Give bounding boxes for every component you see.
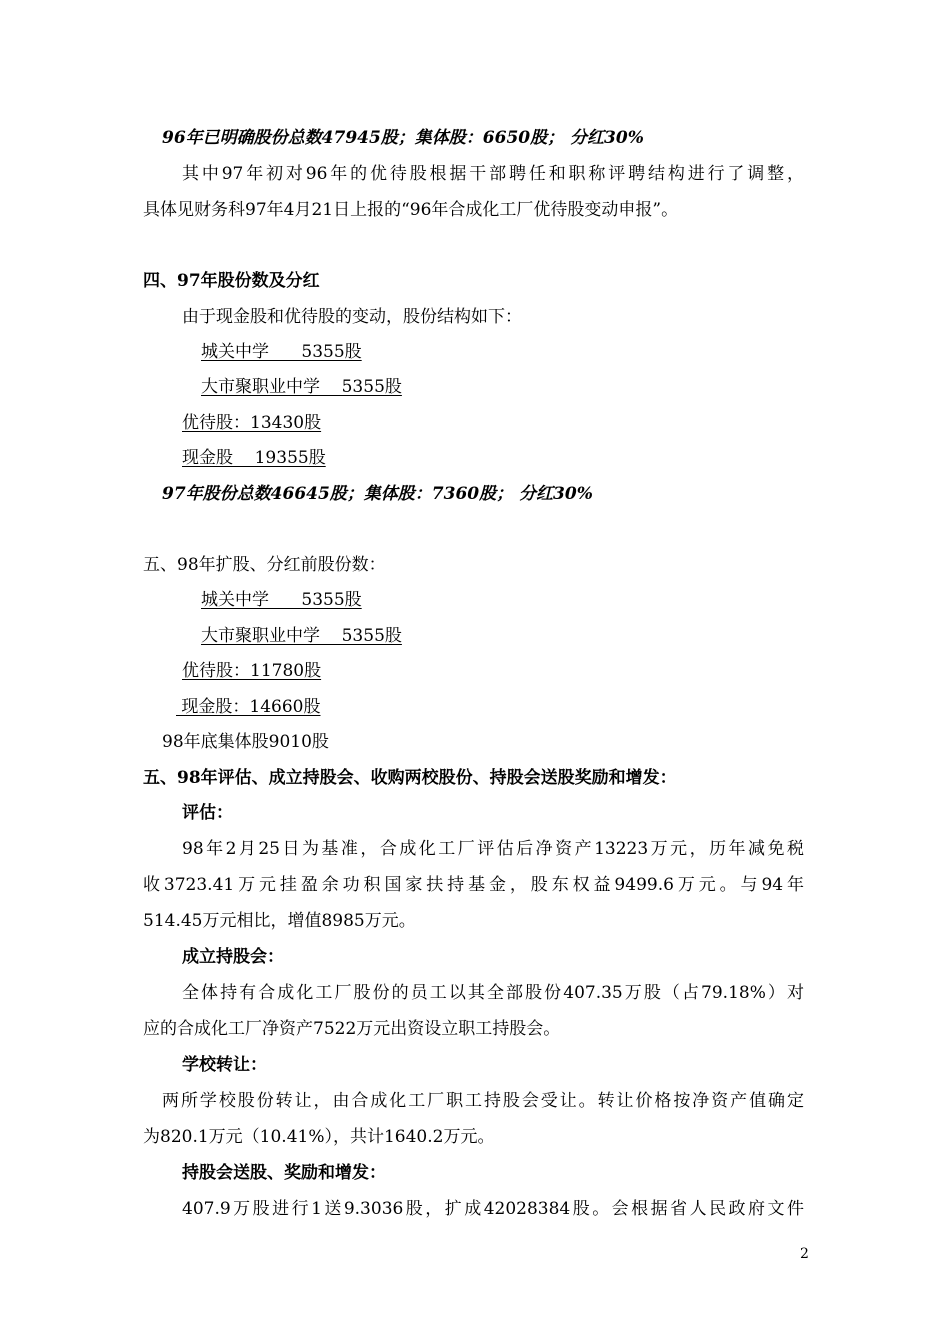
- page-number: 2: [800, 1246, 809, 1262]
- share-item: 优待股：11780股: [182, 661, 322, 681]
- paragraph-line: 为820.1万元（10.41%），共计1640.2万元。: [143, 1127, 495, 1147]
- paragraph-line: 全体持有合成化工厂股份的员工以其全部股份407.35万股（占79.18%）对: [182, 983, 804, 1003]
- share-item: 大市聚职业中学 5355股: [201, 377, 402, 397]
- share-item: 优待股：13430股: [182, 413, 322, 433]
- summary-97: 97年股份总数46645股；集体股：7360股； 分红30%: [162, 484, 593, 504]
- share-item: 现金股 19355股: [182, 448, 326, 468]
- share-item: 城关中学 5355股: [201, 590, 362, 610]
- subheading-bonus-shares: 持股会送股、奖励和增发：: [182, 1163, 386, 1183]
- section-heading-5: 五、98年扩股、分红前股份数：: [143, 555, 386, 575]
- section-heading-4: 四、97年股份数及分红: [143, 271, 320, 291]
- subheading-evaluation: 评估：: [182, 803, 233, 823]
- paragraph-line: 407.9万股进行1送9.3036股，扩成42028384股。会根据省人民政府文件: [182, 1199, 804, 1219]
- paragraph-line: 两所学校股份转让，由合成化工厂职工持股会受让。转让价格按净资产值确定: [162, 1091, 804, 1111]
- share-item: 城关中学 5355股: [201, 342, 362, 362]
- paragraph-line: 98年2月25日为基准，合成化工厂评估后净资产13223万元，历年减免税: [182, 839, 804, 859]
- share-item: 大市聚职业中学 5355股: [201, 626, 402, 646]
- subheading-school-transfer: 学校转让：: [182, 1055, 267, 1075]
- paragraph-line: 由于现金股和优待股的变动，股份结构如下：: [182, 307, 522, 327]
- paragraph-line: 具体见财务科97年4月21日上报的“96年合成化工厂优待股变动申报”。: [143, 200, 679, 220]
- share-item: 现金股：14660股: [176, 697, 321, 717]
- subheading-holding-association: 成立持股会：: [182, 947, 284, 967]
- paragraph-line: 514.45万元相比，增值8985万元。: [143, 911, 416, 931]
- paragraph-line: 应的合成化工厂净资产7522万元出资设立职工持股会。: [143, 1019, 561, 1039]
- paragraph-line: 其中97年初对96年的优待股根据干部聘任和职称评聘结构进行了调整，: [182, 164, 804, 184]
- summary-96: 96年已明确股份总数47945股；集体股：6650股； 分红30%: [162, 128, 644, 148]
- paragraph-line: 收3723.41万元挂盈余功积国家扶持基金，股东权益9499.6万元。与94年: [143, 875, 804, 895]
- section-heading-5b: 五、98年评估、成立持股会、收购两校股份、持股会送股奖励和增发：: [143, 768, 677, 788]
- paragraph-line: 98年底集体股9010股: [162, 732, 329, 752]
